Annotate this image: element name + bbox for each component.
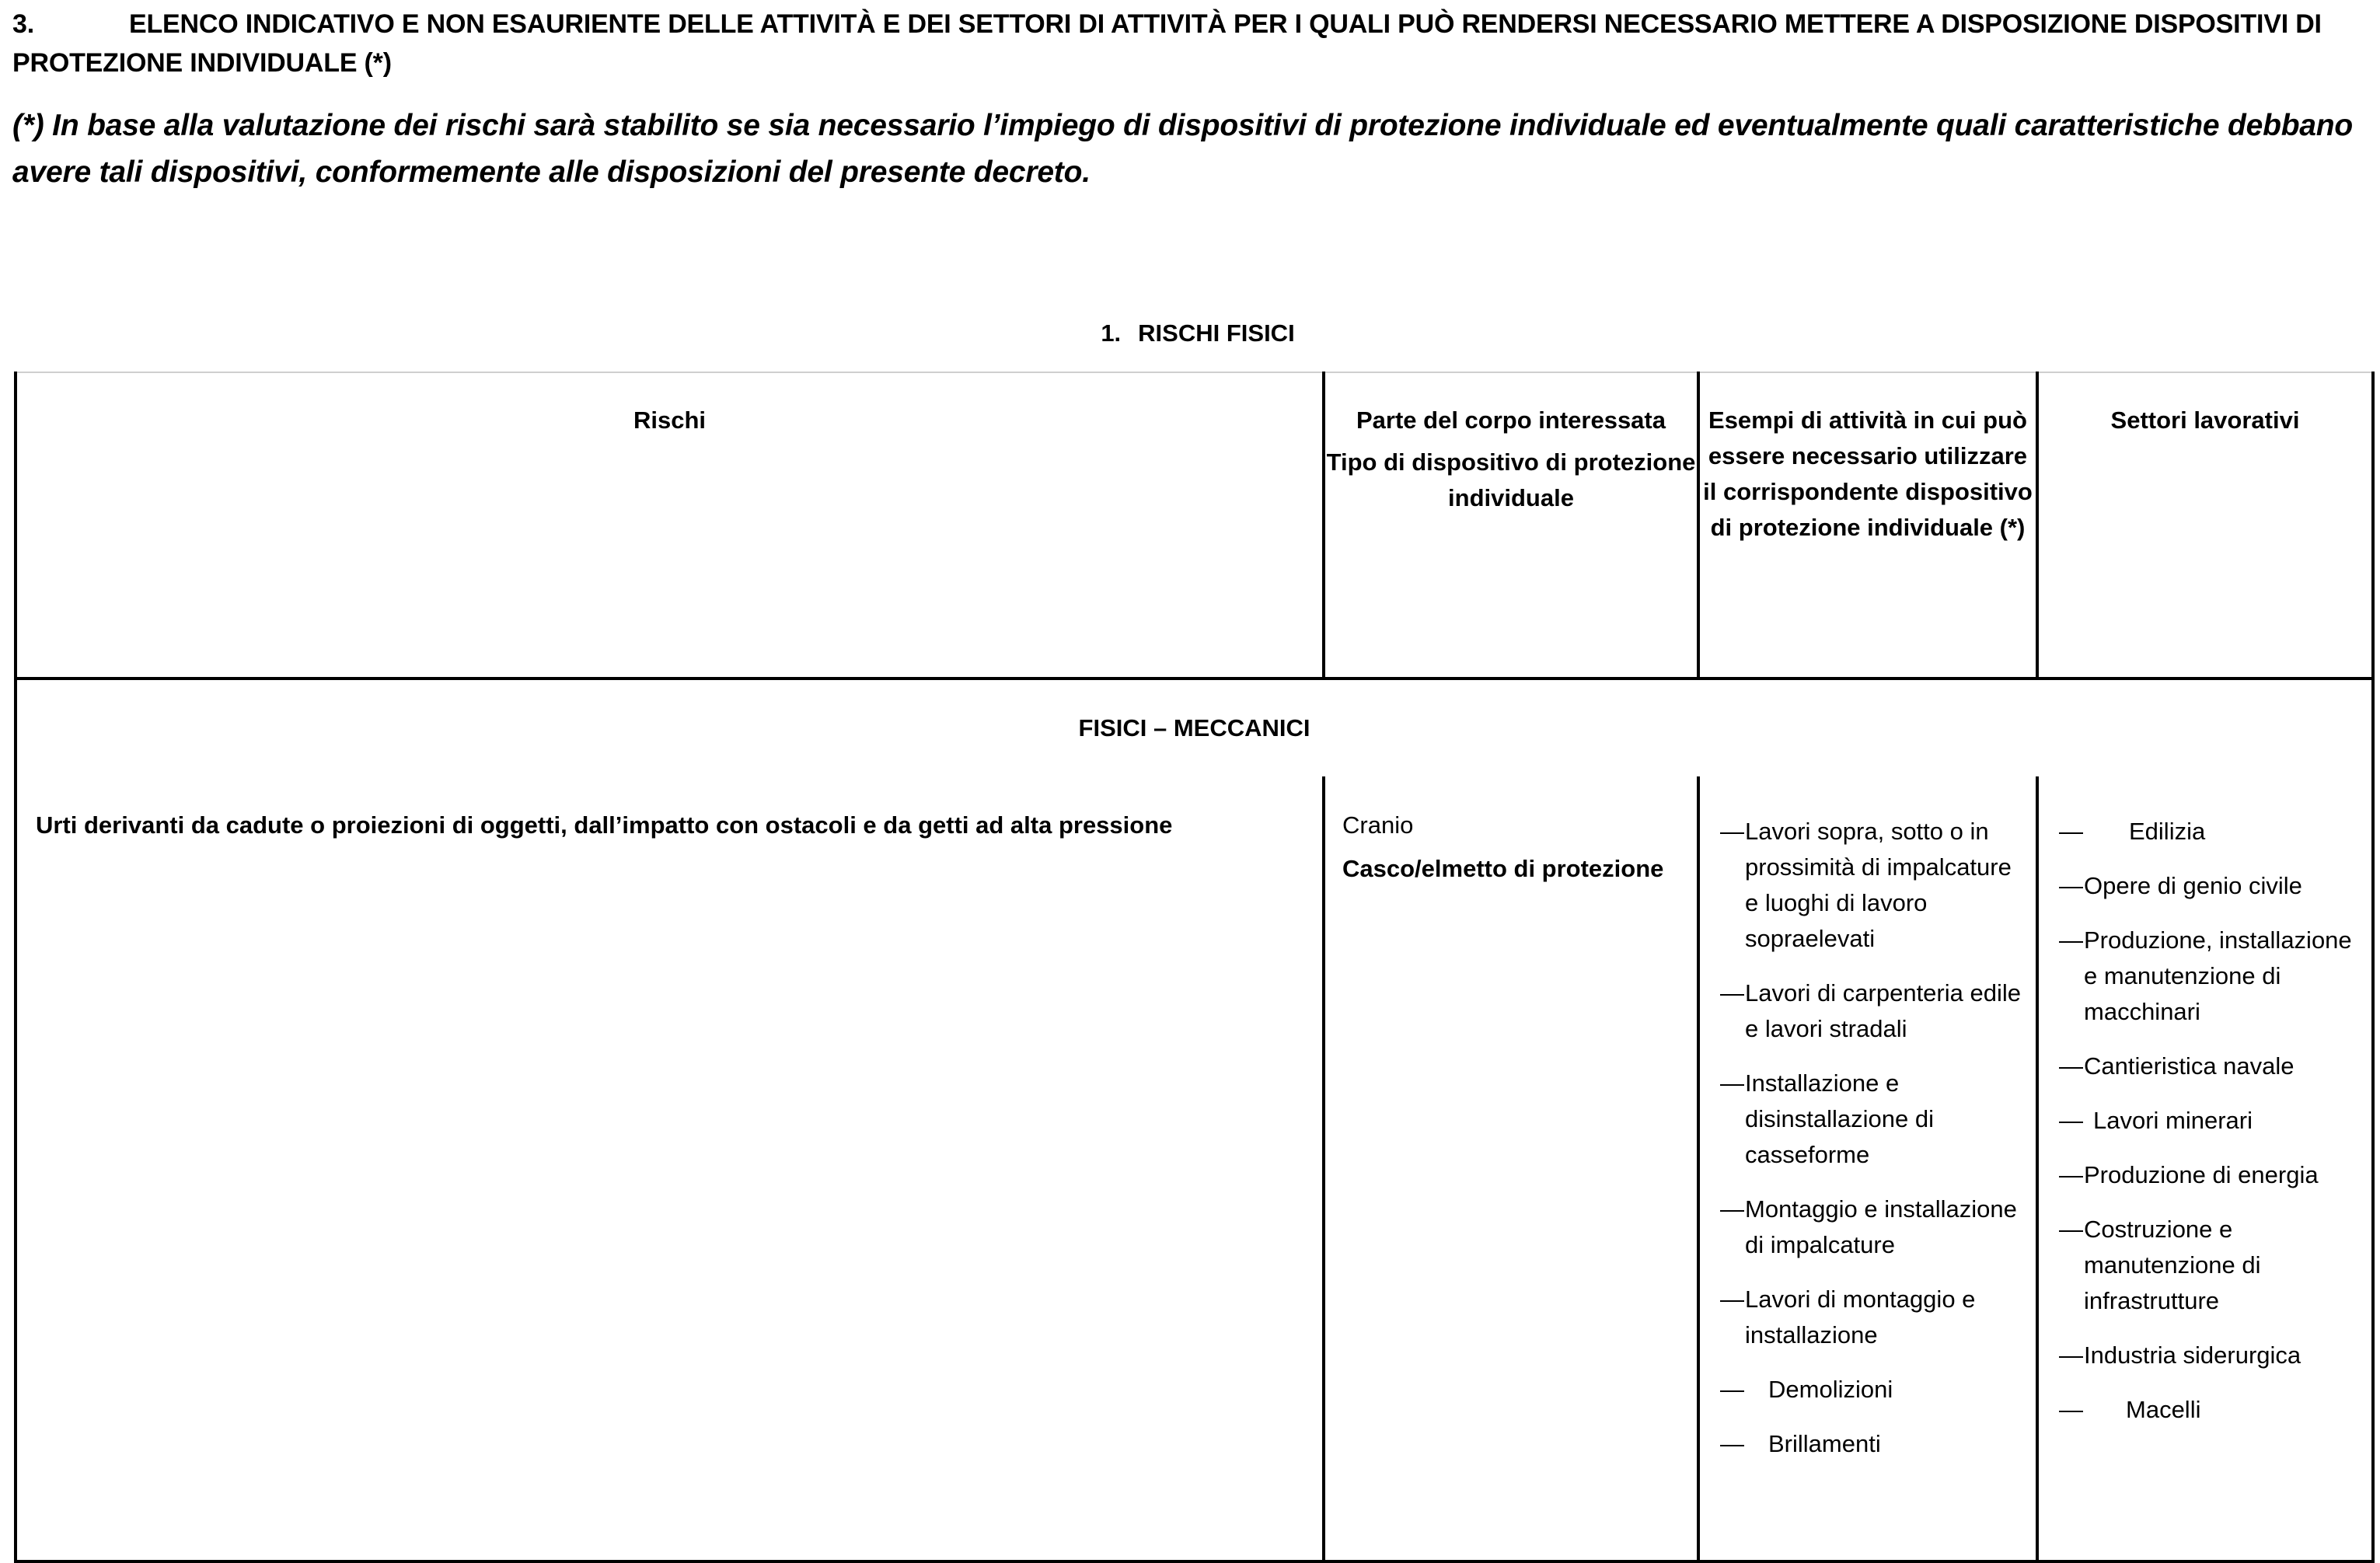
list-item: — Lavori minerari <box>2059 1103 2361 1139</box>
dash-bullet: — <box>1720 1376 1744 1403</box>
body-part-text: Cranio <box>1342 811 1414 839</box>
table-header-row <box>16 372 2373 679</box>
dash-bullet: — <box>2059 1216 2083 1243</box>
dash-bullet: — <box>2059 1107 2083 1134</box>
list-item: — Lavori sopra, sotto o in prossimità di impalcature e luoghi di lavoro sopraelevati <box>1720 814 2023 957</box>
table-group-row <box>16 679 2373 776</box>
table-row <box>16 776 2373 1561</box>
list-item: — Costruzione e manutenzione di infrastrutture <box>2059 1212 2361 1319</box>
list-item: — Industria siderurgica <box>2059 1338 2361 1373</box>
header-device-type-label: Tipo di dispositivo di protezione individuale <box>1326 448 1696 511</box>
body-part-cell <box>1324 776 1698 1561</box>
header-body-part <box>1324 372 1698 679</box>
group-label: FISICI – MECCANICI <box>16 679 2373 776</box>
section-label: RISCHI FISICI <box>1138 319 1295 347</box>
risk-table <box>14 372 2375 1563</box>
activities-cell <box>1698 776 2037 1561</box>
dash-bullet: — <box>1720 979 1744 1007</box>
dash-bullet: — <box>1720 1195 1744 1223</box>
dash-bullet: — <box>2059 818 2083 845</box>
list-item: — Cantieristica navale <box>2059 1048 2361 1084</box>
dash-bullet: — <box>2059 872 2083 899</box>
activities-list <box>1720 814 2023 1462</box>
list-item: — Montaggio e installazione di impalcature <box>1720 1191 2023 1263</box>
header-activities-label: Esempi di attività in cui può essere necessario utilizzare il corrispondente dispositivo di protezione individuale (*) <box>1703 406 2033 541</box>
list-item: — Installazione e disinstallazione di casseforme <box>1720 1066 2023 1173</box>
dash-bullet: — <box>1720 1286 1744 1313</box>
dash-bullet: — <box>1720 1430 1744 1457</box>
device-type-text: Casco/elmetto di protezione <box>1342 855 1664 882</box>
sectors-cell <box>2037 776 2373 1561</box>
dash-bullet: — <box>2059 1396 2083 1423</box>
dash-bullet: — <box>1720 818 1744 845</box>
list-item: — Opere di genio civile <box>2059 868 2361 904</box>
footnote-text: (*) In base alla valutazione dei rischi sarà stabilito se sia necessario l’impiego di dispositivi di protezione individuale ed eventualmente quali caratteristiche debbano avere tali dispositivi, conformemente alle disposizioni del presente decreto. <box>12 109 2354 189</box>
dash-bullet: — <box>2059 1341 2083 1369</box>
section-number: 1. <box>1101 319 1122 347</box>
header-sectors <box>2037 372 2373 679</box>
list-item: — Brillamenti <box>1720 1426 2023 1462</box>
header-risks <box>16 372 1324 679</box>
sectors-list <box>2059 814 2361 1428</box>
dash-bullet: — <box>2059 1052 2083 1080</box>
list-item: — Produzione, installazione e manutenzione di macchinari <box>2059 923 2361 1030</box>
document-heading <box>12 5 2375 82</box>
heading-text: ELENCO INDICATIVO E NON ESAURIENTE DELLE ATTIVITÀ E DEI SETTORI DI ATTIVITÀ PER I QUALI PUÒ RENDERSI NECESSARIO METTERE A DISPOSIZIONE DISPOSITIVI DI PROTEZIONE INDIVIDUALE (*) <box>12 9 2322 78</box>
dash-bullet: — <box>2059 1161 2083 1188</box>
list-item: — Demolizioni <box>1720 1372 2023 1408</box>
dash-bullet: — <box>1720 1069 1744 1097</box>
list-item: — Produzione di energia <box>2059 1157 2361 1193</box>
header-activities <box>1698 372 2037 679</box>
risk-cell: Urti derivanti da cadute o proiezioni di oggetti, dall’impatto con ostacoli e da getti ad alta pressione <box>16 776 1324 1561</box>
section-title <box>0 314 2380 353</box>
header-risks-label: Rischi <box>633 406 707 434</box>
heading-number: 3. <box>12 9 34 39</box>
header-body-part-label: Parte del corpo interessata <box>1356 406 1666 434</box>
header-sectors-label: Settori lavorativi <box>2110 406 2300 434</box>
dash-bullet: — <box>2059 926 2083 954</box>
list-item: — Macelli <box>2059 1392 2361 1428</box>
list-item: — Edilizia <box>2059 814 2361 850</box>
list-item: — Lavori di carpenteria edile e lavori stradali <box>1720 975 2023 1047</box>
list-item: — Lavori di montaggio e installazione <box>1720 1282 2023 1353</box>
